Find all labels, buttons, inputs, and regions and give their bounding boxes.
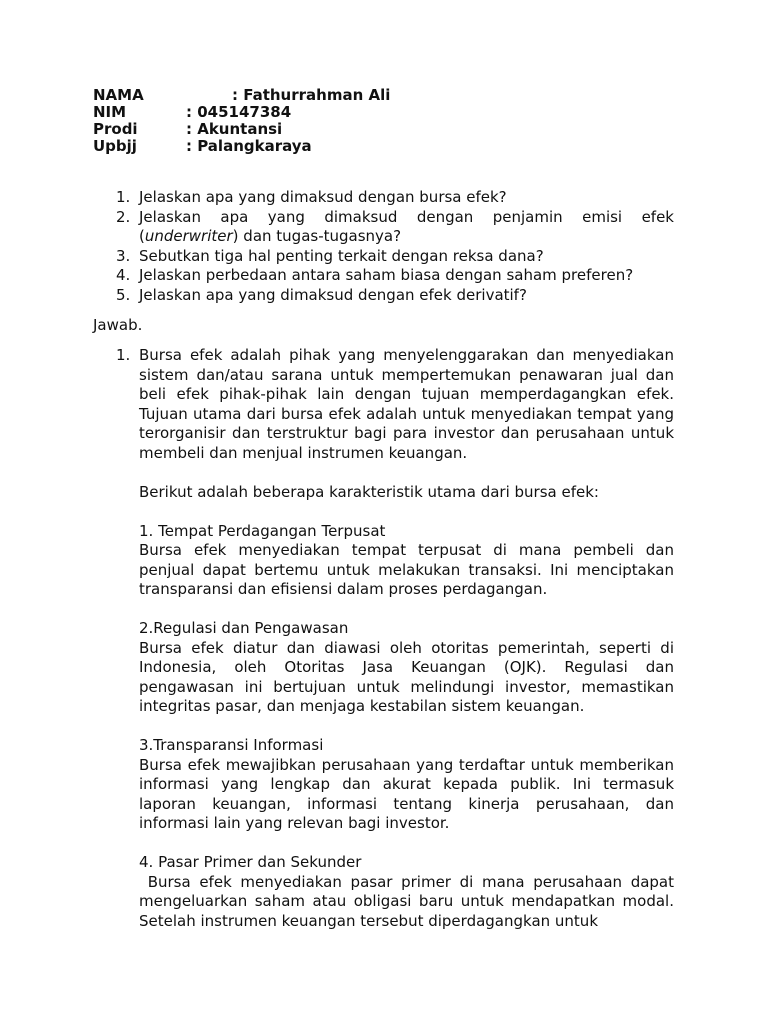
answer-block bbox=[116, 346, 679, 931]
answer-body bbox=[139, 346, 679, 931]
jawab-label: Jawab. bbox=[93, 316, 143, 334]
upbjj-label: Upbjj bbox=[93, 137, 137, 155]
question-number: 3. bbox=[116, 246, 131, 265]
question-text: Jelaskan perbedaan antara saham biasa dengan saham preferen? bbox=[139, 266, 634, 284]
question-item bbox=[93, 208, 674, 247]
nama-value: : Fathurrahman Ali bbox=[232, 86, 391, 104]
question-text: Jelaskan apa yang dimaksud dengan efek derivatif? bbox=[139, 285, 527, 304]
question-number: 5. bbox=[116, 285, 131, 304]
characteristic-body: Bursa efek diatur dan diawasi oleh otoritas pemerintah, seperti di Indonesia, oleh Otoritas Jasa Keuangan (OJK). Regulasi dan pengawasan ini bertujuan untuk melindungi investor, memastikan integritas pasar, dan menjaga kestabilan sistem keuangan. bbox=[139, 638, 674, 715]
question-item bbox=[93, 266, 674, 286]
nim-label: NIM bbox=[93, 103, 127, 121]
answer-lead: Berikut adalah beberapa karakteristik utama dari bursa efek: bbox=[139, 482, 599, 501]
characteristic-title: 3.Transparansi Informasi bbox=[139, 736, 324, 754]
question-number: 2. bbox=[116, 207, 131, 226]
prodi-label: Prodi bbox=[93, 120, 138, 138]
question-text: ) dan tugas-tugasnya? bbox=[232, 227, 402, 245]
answer-intro: Bursa efek adalah pihak yang menyelenggarakan dan menyediakan sistem dan/atau sarana untuk mempertemukan penawaran jual dan beli efek pihak-pihak lain dengan tujuan memperdagangkan efek. Tujuan utama dari bursa efek adalah untuk menyediakan tempat yang terorganisir dan terstruktur bagi para investor dan perusahaan untuk membeli dan menjual instrumen keuangan. bbox=[139, 346, 674, 462]
question-text: Sebutkan tiga hal penting terkait dengan reksa dana? bbox=[139, 246, 544, 265]
characteristic-body: Bursa efek menyediakan tempat terpusat di mana pembeli dan penjual dapat bertemu untuk melakukan transaksi. Ini menciptakan transparansi dan efisiensi dalam proses perdagangan. bbox=[139, 541, 674, 598]
question-list bbox=[93, 188, 674, 305]
upbjj-value: : Palangkaraya bbox=[186, 137, 312, 155]
question-text: Jelaskan apa yang dimaksud dengan bursa efek? bbox=[139, 188, 507, 206]
question-item bbox=[93, 286, 674, 306]
characteristic-body: Bursa efek menyediakan pasar primer di mana perusahaan dapat mengeluarkan saham atau obligasi baru untuk mendapatkan modal. Setelah instrumen keuangan tersebut diperdagangkan untuk bbox=[139, 872, 679, 930]
question-text: Jelaskan apa yang dimaksud dengan penjamin emisi efek ( bbox=[139, 207, 674, 245]
characteristic-title: 2.Regulasi dan Pengawasan bbox=[139, 619, 349, 637]
question-number: 1. bbox=[116, 188, 131, 206]
nama-label: NAMA bbox=[93, 86, 144, 104]
characteristic-body: Bursa efek mewajibkan perusahaan yang terdaftar untuk memberikan informasi yang lengkap dan akurat kepada publik. Ini termasuk laporan keuangan, informasi tentang kinerja perusahaan, dan informasi lain yang relevan bagi investor. bbox=[139, 755, 674, 832]
question-item bbox=[93, 188, 674, 208]
prodi-value: : Akuntansi bbox=[186, 120, 283, 138]
question-item bbox=[93, 247, 674, 267]
question-number: 4. bbox=[116, 266, 131, 284]
question-italic-term: underwriter bbox=[144, 227, 233, 245]
nim-value: : 045147384 bbox=[186, 103, 292, 121]
characteristic-title: 1. Tempat Perdagangan Terpusat bbox=[139, 521, 386, 540]
characteristic-title: 4. Pasar Primer dan Sekunder bbox=[139, 853, 362, 871]
answer-number: 1. bbox=[116, 346, 131, 364]
